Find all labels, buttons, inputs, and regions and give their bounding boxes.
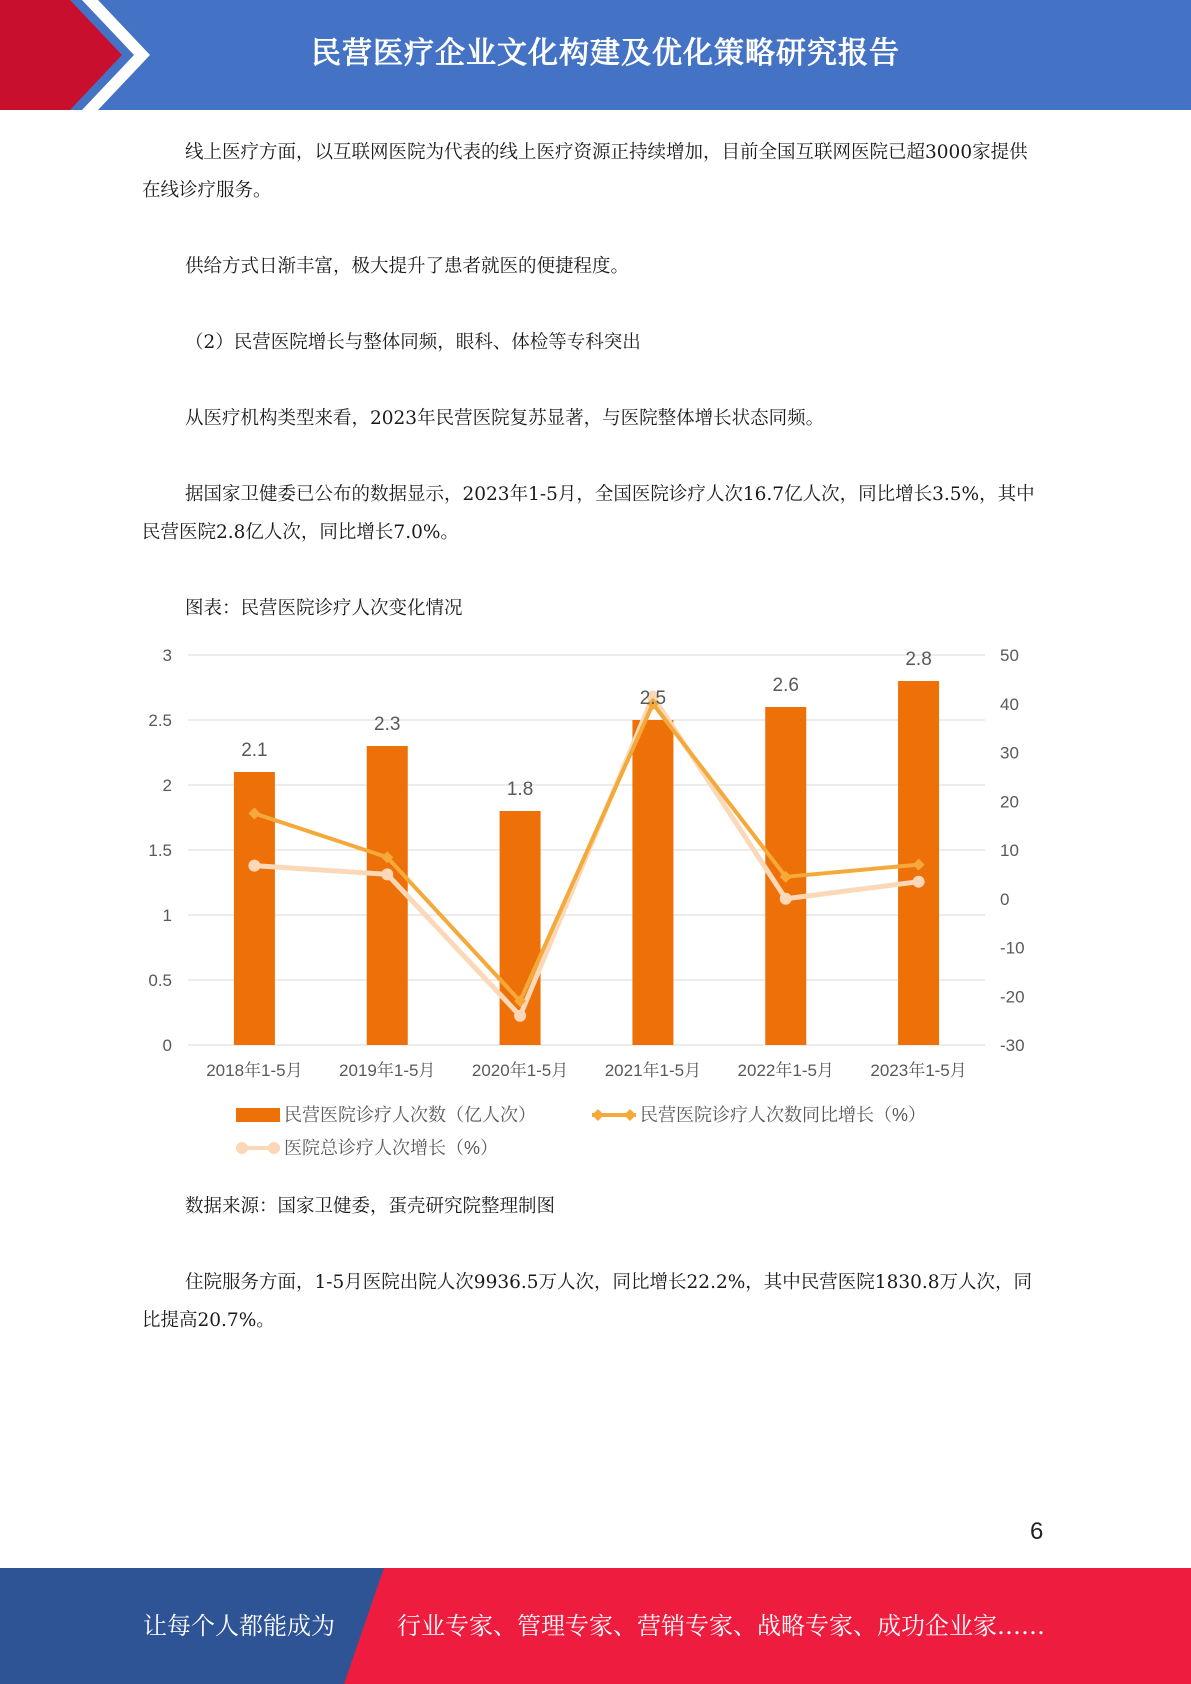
paragraph-online-medical: 线上医疗方面，以互联网医院为代表的线上医疗资源正持续增加，目前全国互联网医院已超3000家提供在线诊疗服务。 (142, 142, 1028, 201)
footer-left-text: 让每个人都能成为 (143, 1612, 335, 1640)
y-left-tick-label: 2.5 (148, 711, 172, 730)
line-point (381, 868, 393, 880)
paragraph-institution-type: 从医疗机构类型来看，2023年民营医院复苏显著，与医院整体增长状态同频。 (185, 408, 825, 429)
legend-label: 医院总诊疗人次增长（%） (284, 1138, 499, 1158)
page-header (0, 0, 1191, 110)
y-right-tick-label: -10 (1000, 938, 1025, 958)
data-source-note: 数据来源：国家卫健委，蛋壳研究院整理制图 (185, 1196, 556, 1217)
legend-marker (236, 1142, 248, 1154)
y-left-tick-label: 2 (162, 776, 172, 795)
y-right-tick-label: 30 (1000, 743, 1019, 763)
private-growth-line (254, 704, 918, 1001)
legend-marker (624, 1109, 636, 1121)
page-footer (0, 1568, 1191, 1684)
x-tick-label: 2022年1-5月 (737, 1061, 834, 1080)
legend-marker (592, 1109, 604, 1121)
y-left-tick-label: 1 (162, 906, 172, 925)
bar-data-label: 2.5 (639, 688, 667, 709)
bar-data-label: 2.1 (241, 740, 268, 761)
y-left-tick-label: 1.5 (148, 841, 172, 860)
bar-data-label: 1.8 (506, 779, 534, 800)
report-title: 民营医疗企业文化构建及优化策略研究报告 (311, 36, 900, 71)
bar-data-label: 2.6 (772, 675, 799, 696)
line-point (913, 876, 925, 888)
bar (632, 720, 673, 1045)
y-right-tick-label: 0 (1000, 889, 1010, 909)
section-heading: （2）民营医院增长与整体同频，眼科、体检等专科突出 (185, 332, 641, 353)
line-point (248, 860, 260, 872)
y-right-tick-label: 40 (1000, 694, 1019, 714)
paragraph-statistics: 据国家卫健委已公布的数据显示，2023年1-5月，全国医院诊疗人次16.7亿人次，同比增长3.5%，其中民营医院2.8亿人次，同比增长7.0%。 (142, 484, 1035, 543)
bar-data-label: 2.8 (905, 649, 932, 670)
y-right-tick-label: 20 (1000, 792, 1019, 812)
x-tick-label: 2021年1-5月 (604, 1061, 702, 1080)
legend-swatch (236, 1108, 280, 1122)
bar-data-label: 2.3 (374, 714, 401, 735)
chart-caption: 图表：民营医院诊疗人次变化情况 (185, 598, 463, 619)
x-tick-label: 2023年1-5月 (870, 1061, 967, 1080)
line-point (780, 893, 792, 905)
x-tick-label: 2018年1-5月 (206, 1061, 303, 1080)
y-right-tick-label: 50 (1000, 646, 1019, 665)
visit-volume-chart (0, 630, 1191, 1170)
y-right-tick-label: 10 (1000, 841, 1019, 860)
page-number: 6 (1030, 1518, 1044, 1545)
legend-label: 民营医院诊疗人次数（亿人次） (284, 1105, 536, 1125)
x-tick-label: 2020年1-5月 (471, 1061, 569, 1080)
bar (367, 746, 408, 1045)
y-left-tick-label: 0.5 (148, 971, 172, 990)
legend-marker (268, 1142, 280, 1154)
line-point (514, 1010, 526, 1022)
y-right-tick-label: -30 (1000, 1036, 1025, 1055)
y-left-tick-label: 0 (162, 1036, 172, 1055)
y-right-tick-label: -20 (1000, 987, 1025, 1007)
y-left-tick-label: 3 (162, 646, 172, 665)
footer-right-text: 行业专家、管理专家、营销专家、战略专家、成功企业家…… (397, 1612, 1045, 1640)
legend-label: 民营医院诊疗人次数同比增长（%） (640, 1105, 927, 1125)
paragraph-supply-methods: 供给方式日渐丰富，极大提升了患者就医的便捷程度。 (185, 256, 630, 277)
x-tick-label: 2019年1-5月 (339, 1061, 436, 1080)
paragraph-inpatient: 住院服务方面，1-5月医院出院人次9936.5万人次，同比增长22.2%，其中民营医院1830.8万人次，同比提高20.7%。 (142, 1272, 1033, 1331)
